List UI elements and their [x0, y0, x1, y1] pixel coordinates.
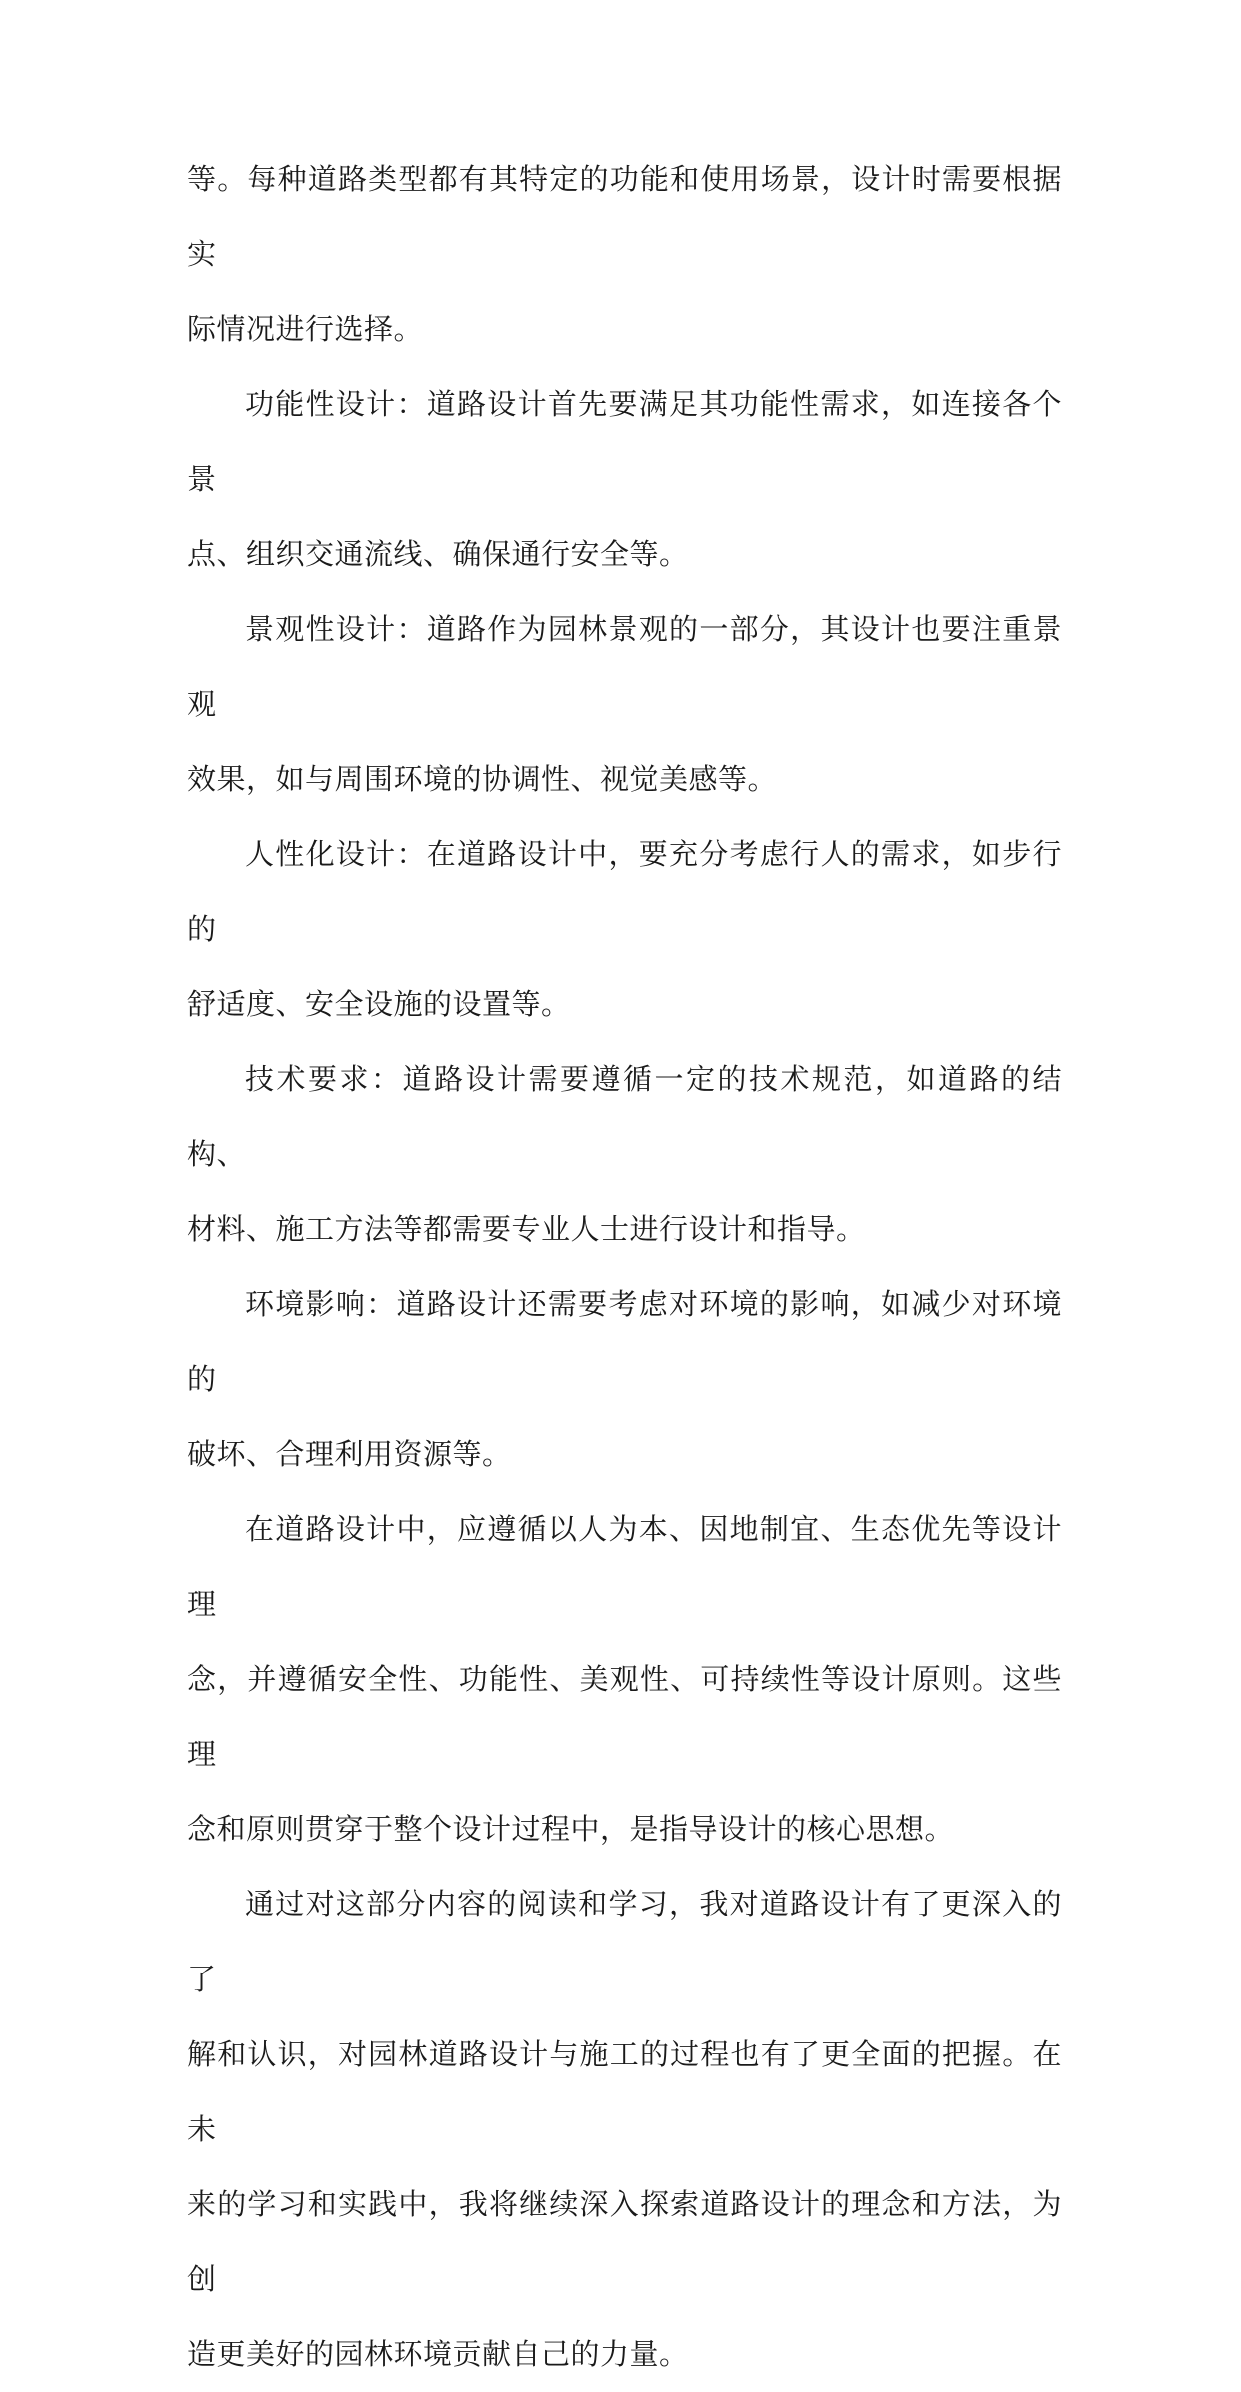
para-2-line-2: 点、组织交通流线、确保通行安全等。 [187, 537, 689, 571]
para-8-line-3: 来的学习和实践中，我将继续深入探索道路设计的理念和方法，为创 [187, 2187, 1062, 2296]
paragraph-landscape-design [187, 592, 1062, 817]
para-7-line-1: 在道路设计中，应遵循以人为本、因地制宜、生态优先等设计理 [187, 1512, 1062, 1621]
para-6-line-2: 破坏、合理利用资源等。 [187, 1437, 512, 1471]
paragraph-design-principles [187, 1492, 1062, 1867]
para-6-line-1: 环境影响：道路设计还需要考虑对环境的影响，如减少对环境的 [187, 1287, 1062, 1396]
para-8-line-1: 通过对这部分内容的阅读和学习，我对道路设计有了更深入的了 [187, 1887, 1062, 1996]
paragraph-environmental-impact [187, 1267, 1062, 1492]
paragraph-1 [187, 142, 1062, 367]
para-4-line-1: 人性化设计：在道路设计中，要充分考虑行人的需求，如步行的 [187, 837, 1062, 946]
para-3-line-1: 景观性设计：道路作为园林景观的一部分，其设计也要注重景观 [187, 612, 1062, 721]
para-5-line-1: 技术要求：道路设计需要遵循一定的技术规范，如道路的结构、 [187, 1062, 1062, 1171]
paragraph-conclusion [187, 1867, 1062, 2392]
para-7-line-2: 念，并遵循安全性、功能性、美观性、可持续性等设计原则。这些理 [187, 1662, 1062, 1771]
para-3-line-2: 效果，如与周围环境的协调性、视觉美感等。 [187, 762, 778, 796]
paragraph-functional-design [187, 367, 1062, 592]
para-4-line-2: 舒适度、安全设施的设置等。 [187, 987, 571, 1021]
para-5-line-2: 材料、施工方法等都需要专业人士进行设计和指导。 [187, 1212, 866, 1246]
paragraph-technical-requirements [187, 1042, 1062, 1267]
paragraph-humanized-design [187, 817, 1062, 1042]
para-2-line-1: 功能性设计：道路设计首先要满足其功能性需求，如连接各个景 [187, 387, 1062, 496]
para-1-line-2: 际情况进行选择。 [187, 312, 424, 346]
document-body [187, 142, 1062, 2392]
para-8-line-2: 解和认识，对园林道路设计与施工的过程也有了更全面的把握。在未 [187, 2037, 1062, 2146]
para-7-line-3: 念和原则贯穿于整个设计过程中，是指导设计的核心思想。 [187, 1812, 955, 1846]
para-8-line-4: 造更美好的园林环境贡献自己的力量。 [187, 2337, 689, 2371]
para-1-line-1: 等。每种道路类型都有其特定的功能和使用场景，设计时需要根据实 [187, 162, 1062, 271]
